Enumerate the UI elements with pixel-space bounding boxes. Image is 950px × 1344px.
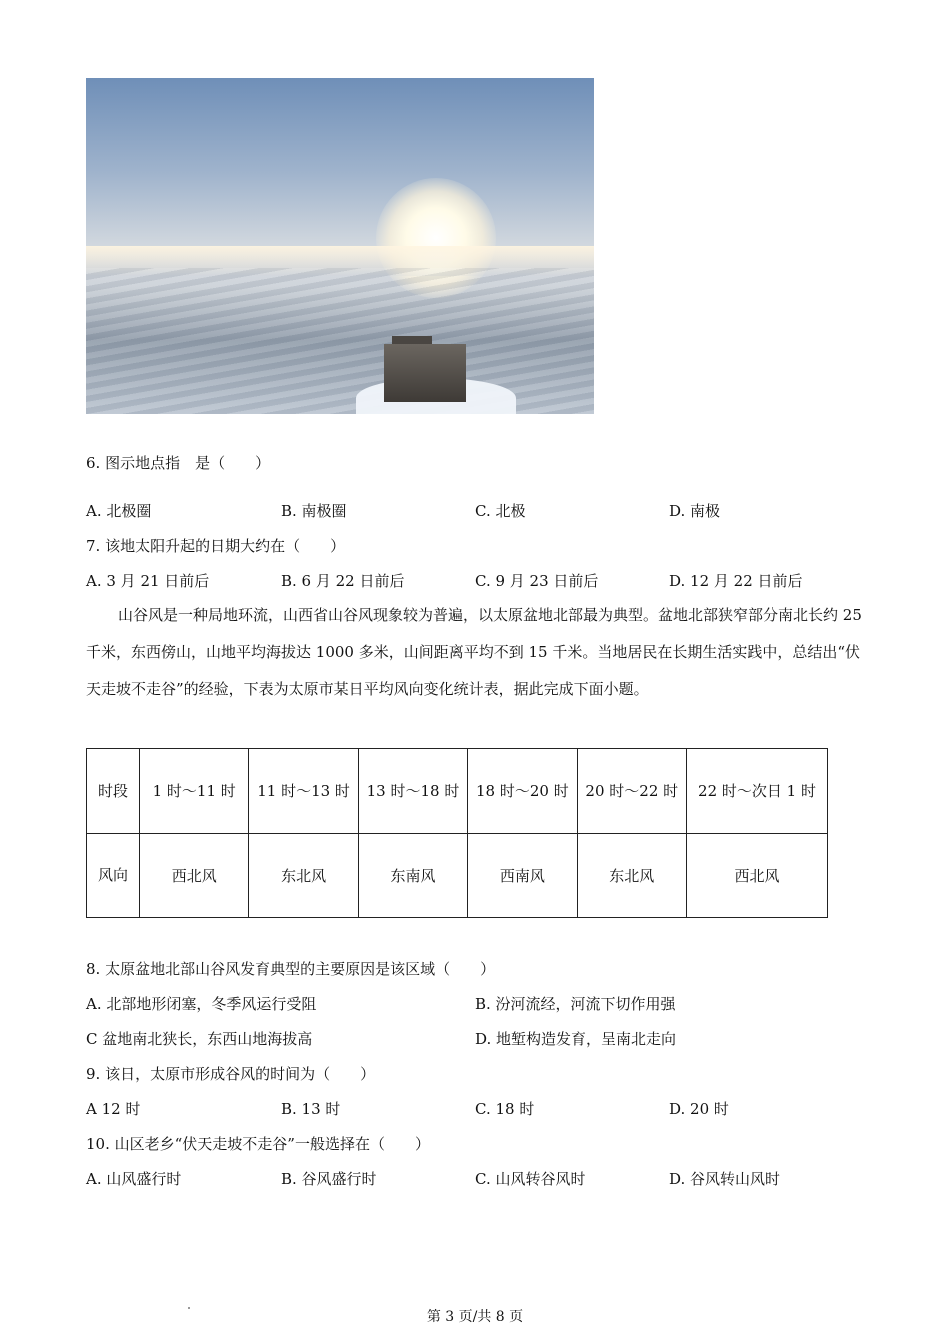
q7-option-d: D. 12 月 22 日前后	[669, 572, 803, 590]
q7-option-a: A. 3 月 21 日前后	[86, 572, 210, 590]
snow-field	[86, 268, 594, 414]
q8-option-a: A. 北部地形闭塞，冬季风运行受阻	[86, 995, 317, 1013]
q10-option-b: B. 谷风盛行时	[281, 1170, 377, 1188]
table-direction-cell: 东南风	[358, 833, 467, 918]
q9-option-c: C. 18 时	[475, 1100, 535, 1118]
q9-option-a: A 12 时	[86, 1100, 141, 1118]
q7-stem: 7. 该地太阳升起的日期大约在（ ）	[86, 537, 346, 555]
table-direction-cell: 东北风	[249, 833, 358, 918]
passage: 山谷风是一种局地环流，山西省山谷风现象较为普遍，以太原盆地北部最为典型。盆地北部狭窄部分南北长约 25 千米，东西傍山，山地平均海拔达 1000 多米，山间距离平均不到 15 千米。当地居民在长期生活实践中，总结出“伏天走坡不走谷”的经验，下表为太原市某日平均风向变化统计表，据此完成下面小题。	[86, 606, 862, 698]
table-direction-cell: 西北风	[140, 833, 249, 918]
table-period-cell: 22 时～次日 1 时	[687, 749, 828, 834]
q8-option-d: D. 地堑构造发育，呈南北走向	[475, 1030, 677, 1048]
q8-option-b: B. 汾河流经，河流下切作用强	[475, 995, 676, 1013]
q6-option-d: D. 南极	[669, 502, 721, 520]
q7-option-c: C. 9 月 23 日前后	[475, 572, 599, 590]
q7-option-b: B. 6 月 22 日前后	[281, 572, 405, 590]
q9-stem: 9. 该日，太原市形成谷风的时间为（ ）	[86, 1065, 376, 1083]
table-direction-cell: 东北风	[577, 833, 686, 918]
research-station	[384, 344, 466, 402]
q6-stem: 6. 图示地点指 是（ ）	[86, 454, 271, 472]
q10-option-d: D. 谷风转山风时	[669, 1170, 781, 1188]
table-header-direction: 风向	[87, 833, 140, 918]
table-header-period: 时段	[87, 749, 140, 834]
table-period-cell: 11 时～13 时	[249, 749, 358, 834]
table-period-cell: 1 时～11 时	[140, 749, 249, 834]
q8-option-c: C 盆地南北狭长，东西山地海拔高	[86, 1030, 313, 1048]
q10-stem: 10. 山区老乡“伏天走坡不走谷”一般选择在（ ）	[86, 1135, 430, 1153]
q10-option-c: C. 山风转谷风时	[475, 1170, 586, 1188]
q8-stem: 8. 太原盆地北部山谷风发育典型的主要原因是该区域（ ）	[86, 960, 496, 978]
polar-photo	[86, 78, 594, 414]
q10-option-a: A. 山风盛行时	[86, 1170, 182, 1188]
q6-option-c: C. 北极	[475, 502, 526, 520]
table-period-cell: 18 时～20 时	[468, 749, 577, 834]
table-period-cell: 20 时～22 时	[577, 749, 686, 834]
page-footer: 第 3 页/共 8 页	[426, 1309, 524, 1325]
table-direction-cell: 西北风	[687, 833, 828, 918]
table-direction-cell: 西南风	[468, 833, 577, 918]
table-period-cell: 13 时～18 时	[358, 749, 467, 834]
q6-option-a: A. 北极圈	[86, 502, 152, 520]
q9-option-d: D. 20 时	[669, 1100, 729, 1118]
wind-direction-table	[86, 748, 828, 918]
q9-option-b: B. 13 时	[281, 1100, 341, 1118]
q6-option-b: B. 南极圈	[281, 502, 347, 520]
